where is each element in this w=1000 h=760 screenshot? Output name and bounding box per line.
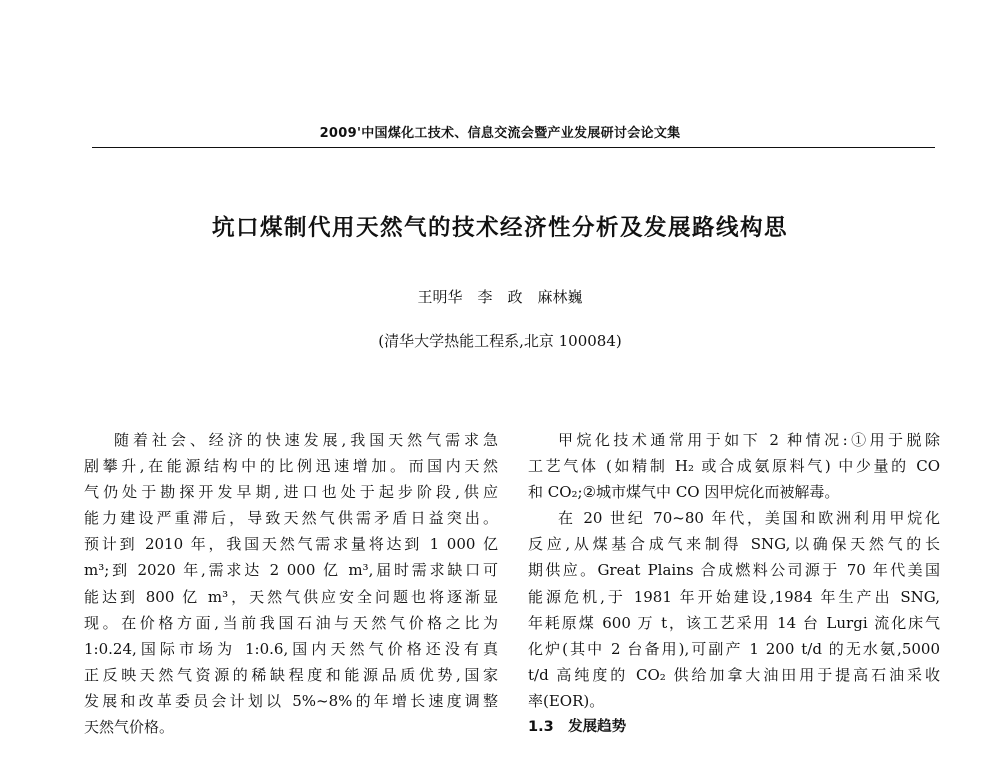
text-line: 发展和改革委员会计划以 5%~8%的年增长速度调整 (84, 691, 498, 710)
text-line: 和 CO₂;②城市煤气中 CO 因甲烷化而被解毒。 (528, 483, 840, 502)
text-line: 预计到 2010 年，我国天然气需求量将达到 1 000 亿 (84, 535, 498, 554)
text-line: 化炉(其中 2 台备用),可副产 1 200 t/d 的无水氨,5000 (528, 639, 940, 658)
text-line: 在 20 世纪 70~80 年代，美国和欧洲利用甲烷化 (558, 509, 940, 528)
left-column (84, 427, 498, 740)
text-line: 年耗原煤 600 万 t，该工艺采用 14 台 Lurgi 流化床气 (528, 613, 940, 632)
text-line: 天然气价格。 (84, 718, 175, 737)
text-line: 随着社会、经济的快速发展,我国天然气需求急 (114, 431, 498, 449)
running-header: 2009'中国煤化工技术、信息交流会暨产业发展研讨会论文集 (319, 126, 681, 141)
text-line: 率(EOR)。 (528, 691, 605, 710)
text-line: 1:0.24,国际市场为 1:0.6,国内天然气价格还没有真 (84, 639, 498, 658)
text-line: t/d 高纯度的 CO₂ 供给加拿大油田用于提高石油采收 (528, 665, 940, 684)
article-title: 坑口煤制代用天然气的技术经济性分析及发展路线构思 (211, 215, 788, 241)
text-line: m³;到 2020 年,需求达 2 000 亿 m³,届时需求缺口可 (84, 561, 498, 580)
text-line: 能源危机,于 1981 年开始建设,1984 年生产出 SNG, (528, 587, 940, 606)
text-line: 期供应。Great Plains 合成燃料公司源于 70 年代美国 (528, 561, 940, 580)
article-authors: 王明华 李 政 麻林巍 (417, 288, 583, 306)
text-line: 甲烷化技术通常用于如下 2 种情况:①用于脱除 (558, 431, 940, 449)
text-line: 反应,从煤基合成气来制得 SNG,以确保天然气的长 (528, 535, 940, 554)
right-column (528, 427, 940, 740)
text-line: 气仍处于勘探开发早期,进口也处于起步阶段,供应 (84, 483, 498, 502)
section-heading: 1.3 发展趋势 (528, 719, 627, 736)
text-line: 剧攀升,在能源结构中的比例迅速增加。而国内天然 (84, 457, 498, 476)
text-line: 现。在价格方面,当前我国石油与天然气价格之比为 (84, 613, 498, 632)
text-line: 能力建设严重滞后，导致天然气供需矛盾日益突出。 (84, 509, 498, 528)
text-line: 正反映天然气资源的稀缺程度和能源品质优势,国家 (84, 665, 498, 684)
header-rule (92, 147, 935, 148)
text-line: 工艺气体 (如精制 H₂ 或合成氨原料气) 中少量的 CO (528, 457, 940, 476)
article-affiliation: (清华大学热能工程系,北京 100084) (378, 332, 622, 350)
text-line: 能达到 800 亿 m³，天然气供应安全问题也将逐渐显 (84, 587, 498, 606)
